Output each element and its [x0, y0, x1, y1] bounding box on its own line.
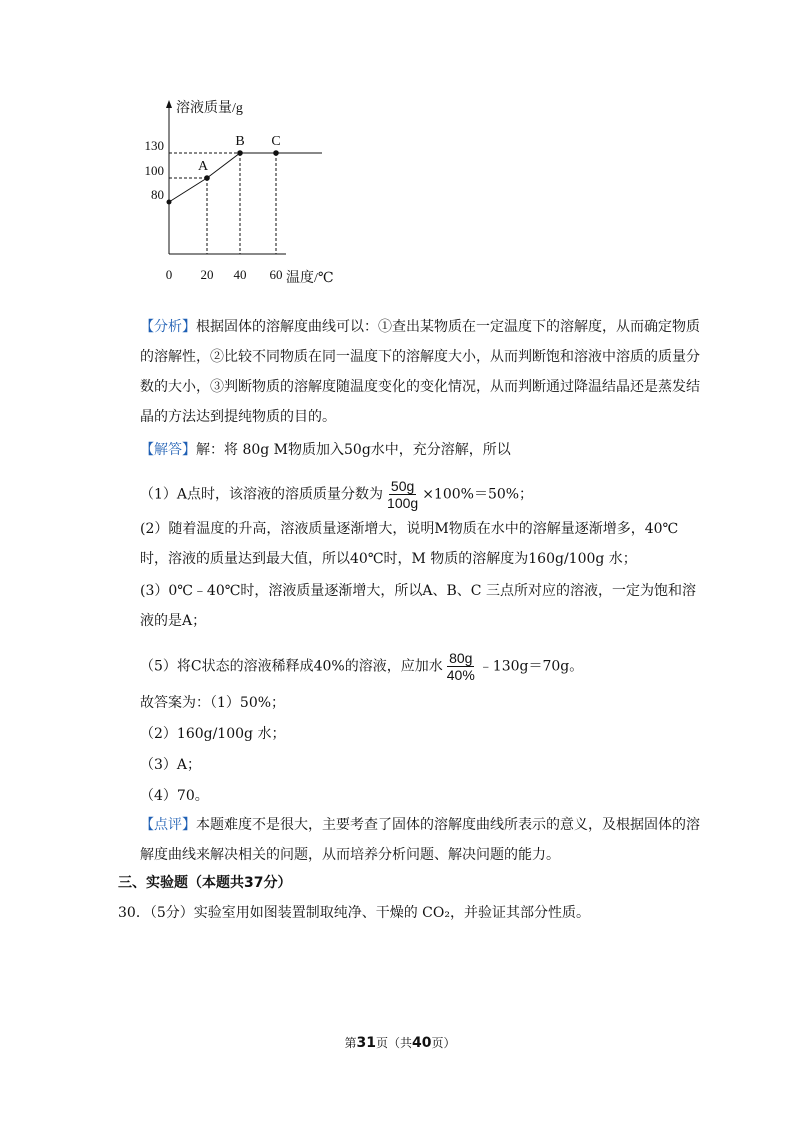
- point-b: [237, 150, 243, 156]
- answer-intro-line: [140, 440, 511, 460]
- part1-text: （1）A点时，该溶液的溶质质量分数为: [140, 486, 384, 503]
- analysis-tag: 【分析】: [140, 319, 196, 335]
- question-30: 30．（5分）实验室用如图装置制取纯净、干燥的 CO₂，并验证其部分性质。: [118, 905, 590, 921]
- answer-intro: 解：将 80g M物质加入50g水中，充分溶解，所以: [196, 442, 511, 458]
- fraction-50g-100g: [385, 478, 420, 511]
- footer-prefix: 第: [344, 1036, 357, 1050]
- part5-result: ﹣130g＝70g。: [478, 658, 584, 675]
- page-number: 31: [356, 1035, 376, 1051]
- x-tick-0: 0: [165, 267, 173, 282]
- section-title: 三、实验题（本题共37分）: [118, 875, 292, 891]
- point-a: [204, 175, 210, 181]
- comment-tag: 【点评】: [140, 817, 196, 833]
- data-points: [167, 134, 281, 205]
- x-tick-20: 20: [200, 267, 214, 282]
- y-tick-80: 80: [151, 187, 164, 202]
- footer-suffix: 页）: [431, 1036, 456, 1050]
- y-axis-label: 溶液质量/g: [176, 101, 243, 116]
- axes: [166, 100, 286, 254]
- point-origin: [167, 200, 172, 205]
- final-answer-2: （2）160g/100g 水；: [140, 726, 286, 742]
- y-tick-130: 130: [144, 138, 164, 153]
- comment-paragraph: [140, 810, 700, 870]
- answer-tag: 【解答】: [140, 442, 196, 458]
- x-tick-60: 60: [269, 267, 283, 282]
- point-c: [273, 150, 279, 156]
- part5-text: （5）将C状态的溶液稀释成40%的溶液，应加水: [140, 658, 443, 675]
- y-tick-100: 100: [144, 163, 164, 178]
- point-label-b: B: [235, 134, 245, 149]
- final-answer-1: 故答案为：（1）50%；: [140, 695, 286, 711]
- x-axis-label: 温度/℃: [286, 271, 334, 286]
- answer-part5: [140, 650, 583, 683]
- fraction-80g-40pct: [445, 650, 477, 683]
- analysis-text: 根据固体的溶解度曲线可以：①查出某物质在一定温度下的溶解度，从而确定物质的溶解性，②比较不同物质在同一温度下的溶解度大小，从而判断饱和溶液中溶质的质量分数的大小，③判断物质的溶解度随温度变化的变化情况，从而判断通过降温结晶还是蒸发结晶的方法达到提纯物质的目的。: [140, 319, 700, 425]
- fraction-denominator: 100g: [387, 495, 419, 511]
- answer-part1: [140, 478, 533, 511]
- total-pages: 40: [412, 1035, 432, 1051]
- footer-middle: 页（共: [375, 1036, 412, 1050]
- page-footer: [0, 1034, 800, 1051]
- fraction-denominator: 40%: [446, 667, 475, 683]
- part1-result: ×100%＝50%；: [422, 486, 534, 503]
- guide-lines: [169, 153, 276, 254]
- fraction-numerator: 50g: [390, 478, 415, 494]
- point-label-c: C: [271, 134, 281, 149]
- point-label-a: A: [197, 159, 209, 174]
- x-tick-40: 40: [233, 267, 247, 282]
- answer-part2: (2）随着温度的升高，溶液质量逐渐增大，说明M物质在水中的溶解量逐渐增多，40℃时，溶液的质量达到最大值，所以40℃时，M 物质的溶解度为160g/100g 水；: [140, 521, 679, 567]
- solubility-chart: [130, 92, 370, 292]
- analysis-paragraph: [140, 312, 700, 432]
- fraction-numerator: 80g: [449, 650, 473, 666]
- answer-part3: (3）0℃﹣40℃时，溶液质量逐渐增大，所以A、B、C 三点所对应的溶液，一定为饱和溶液的是A；: [140, 583, 696, 629]
- final-answer-4: （4）70。: [140, 788, 209, 804]
- comment-text: 本题难度不是很大，主要考查了固体的溶解度曲线所表示的意义，及根据固体的溶解度曲线来解决相关的问题，从而培养分析问题、解决问题的能力。: [140, 817, 700, 863]
- final-answer-3: （3）A；: [140, 757, 202, 773]
